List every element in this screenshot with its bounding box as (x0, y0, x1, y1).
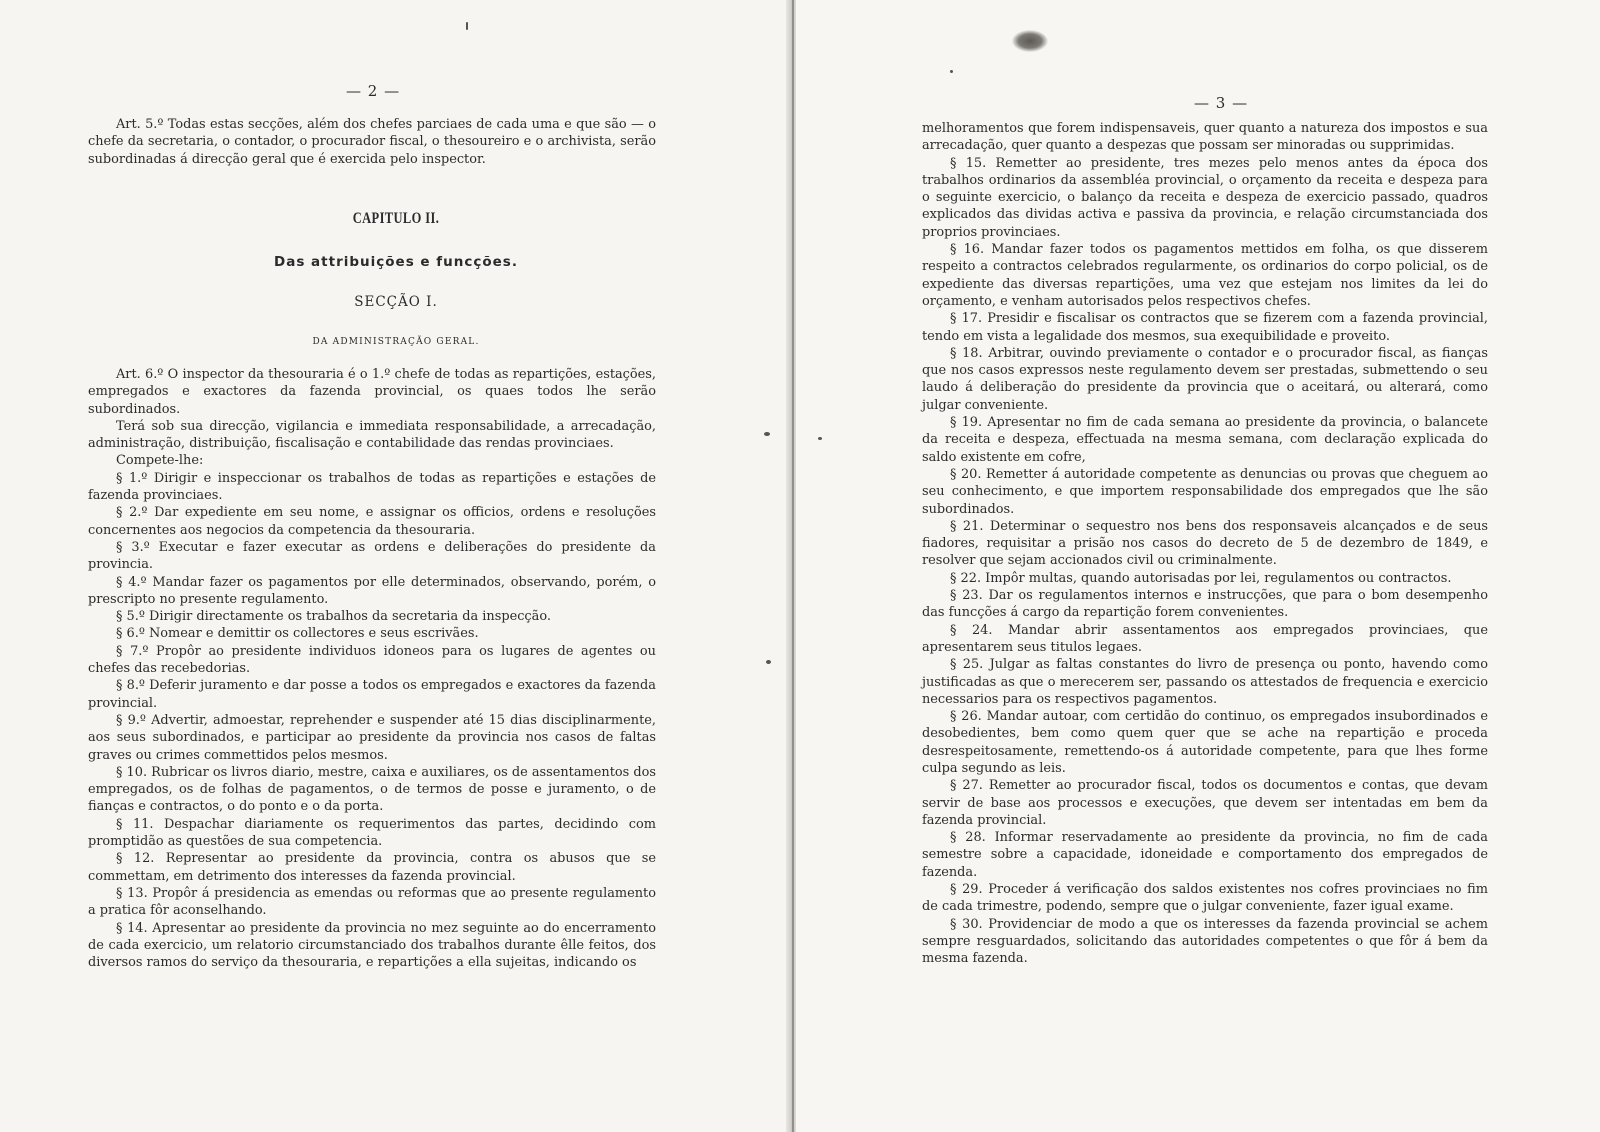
paragraph: § 17. Presidir e fiscalisar os contractos que se fizerem com a fazenda provincial, tendo em vista a legalidade dos mesmos, sua exequibilidade e proveito. (922, 311, 1488, 344)
chapter-heading: CAPITULO II. (352, 210, 440, 227)
paragraph: § 10. Rubricar os livros diario, mestre, caixa e auxiliares, os de assentamentos dos empregados, os de folhas de pagamentos, o de termos de posse e juramento, o de fianças e contractos, o do ponto e o da porta. (88, 764, 656, 815)
paragraph: § 5.º Dirigir directamente os trabalhos da secretaria da inspecção. (116, 609, 551, 625)
paragraph: § 24. Mandar abrir assentamentos aos empregados provinciaes, que apresentarem seus titulos legaes. (922, 622, 1488, 655)
paragraph: § 30. Providenciar de modo a que os interesses da fazenda provincial se achem sempre resguardados, solicitando das autoridades competentes o que fôr á bem da mesma fazenda. (922, 916, 1488, 967)
section-heading: SECÇÃO I. (354, 294, 438, 310)
paragraph: § 7.º Propôr ao presidente individuos idoneos para os lugares de agentes ou chefes das recebedorias. (88, 643, 656, 677)
paper-speck (466, 22, 468, 30)
paragraph: § 22. Impôr multas, quando autorisadas por lei, regulamentos ou contractos. (950, 570, 1452, 586)
page-number-right: — 3 — (1194, 94, 1249, 112)
paper-speck (766, 660, 771, 664)
paragraph: § 18. Arbitrar, ouvindo previamente o contador e o procurador fiscal, as fianças que nos casos expressos neste regulamento devem ser prestadas, submettendo o seu laudo á deliberação do presidente da provincia que o aceitará, ou alterará, como julgar conveniente. (922, 345, 1488, 413)
paragraph: § 11. Despachar diariamente os requerimentos das partes, decidindo com promptidão as questões de sua competencia. (88, 816, 656, 850)
paragraph: § 23. Dar os regulamentos internos e instrucções, que para o bom desempenho das funcções á cargo da repartição forem convenientes. (922, 588, 1488, 621)
page-number-left: — 2 — (346, 82, 401, 100)
paragraph: § 9.º Advertir, admoestar, reprehender e suspender até 15 dias disciplinarmente, aos seus subordinados, e participar ao presidente da provincia nos casos de faltas graves ou crimes commettidos pelos mesmos. (88, 712, 656, 763)
paper-speck (818, 437, 822, 440)
article-5-text: Art. 5.º Todas estas secções, além dos chefes parciaes de cada uma e que são — o chefe da secretaria, o contador, o procurador fiscal, o thesoureiro e o archivista, serão subordinadas á direcção geral que é exercida pelo inspector. (88, 117, 656, 167)
paragraph: Terá sob sua direcção, vigilancia e immediata responsabilidade, a arrecadação, administração, distribuição, fiscalisação e contabilidade das rendas provinciaes. (88, 418, 656, 452)
section-subtitle: DA ADMINISTRAÇÃO GERAL. (312, 337, 480, 347)
paragraph: § 15. Remetter ao presidente, tres mezes pelo menos antes da época dos trabalhos ordinarios da assembléa provincial, o orçamento da receita e despeza para o seguinte exercicio, o balanço da receita e despeza de exercicio passado, quadros explicados das dividas activa e passiva da provincia, e relação circumstanciada dos proprios provinciaes. (922, 155, 1488, 240)
paragraph: § 13. Propôr á presidencia as emendas ou reformas que ao presente regulamento a pratica fôr aconselhando. (88, 885, 656, 919)
paragraph: § 6.º Nomear e demittir os collectores e seus escrivães. (116, 626, 479, 642)
paragraph: § 8.º Deferir juramento e dar posse a todos os empregados e exactores da fazenda provincial. (88, 678, 656, 711)
paragraph: § 21. Determinar o sequestro nos bens dos responsaveis alcançados e de seus fiadores, requisitar a prisão nos casos do decreto de 5 de dezembro de 1849, e resolver que sejam accionados civil ou criminalmente. (922, 518, 1488, 569)
paper-speck (764, 432, 770, 436)
chapter-subtitle: Das attribuições e funcções. (274, 254, 518, 270)
paragraph: § 16. Mandar fazer todos os pagamentos mettidos em folha, os que disserem respeito a contractos celebrados regularmente, os ordinarios do corpo policial, os de expediente das diversas repartições, uma vez que estejam nos limites da lei do orçamento, e venham autorisados pelos respectivos chefes. (922, 242, 1488, 309)
paragraph: Compete-lhe: (116, 453, 204, 469)
paragraph: § 2.º Dar expediente em seu nome, e assignar os officios, ordens e resoluções concernentes aos negocios da competencia da thesouraria. (88, 505, 656, 538)
paragraph: § 1.º Dirigir e inspeccionar os trabalhos de todas as repartições e estações de fazenda provinciaes. (88, 470, 656, 504)
paragraph: Art. 6.º O inspector da thesouraria é o 1.º chefe de todas as repartições, estações, empregados e exactores da fazenda provincial, os quaes todos lhe serão subordinados. (88, 367, 656, 417)
article-5 (88, 116, 656, 168)
ink-blot (1012, 30, 1048, 52)
paragraph: § 25. Julgar as faltas constantes do livro de presença ou ponto, havendo como justificadas as que o merecerem ser, passando os attestados de frequencia e exercicio necessarios para os respectivos pagamentos. (922, 657, 1488, 707)
paragraph: § 4.º Mandar fazer os pagamentos por elle determinados, observando, porém, o prescripto no presente regulamento. (88, 574, 656, 607)
paragraph: melhoramentos que forem indispensaveis, quer quanto a natureza dos impostos e sua arrecadação, quer quanto a despezas que possam ser minoradas ou supprimidas. (922, 121, 1488, 154)
paragraph: § 29. Proceder á verificação dos saldos existentes nos cofres provinciaes no fim de cada trimestre, podendo, sempre que o julgar conveniente, fazer igual exame. (922, 882, 1488, 915)
paragraph: § 12. Representar ao presidente da provincia, contra os abusos que se commettam, em detrimento dos interesses da fazenda provincial. (88, 851, 656, 884)
paragraph: § 3.º Executar e fazer executar as ordens e deliberações do presidente da provincia. (88, 539, 656, 573)
paragraph: § 20. Remetter á autoridade competente as denuncias ou provas que cheguem ao seu conhecimento, e que importem responsabilidade dos empregados que lhe são subordinados. (922, 466, 1488, 517)
paper-speck (950, 70, 953, 73)
paragraph: § 14. Apresentar ao presidente da provincia no mez seguinte ao do encerramento de cada exercicio, um relatorio circumstanciado dos trabalhos durante êlle feitos, dos diversos ramos do serviço da thesouraria, e repartições a ella sujeitas, indicando os (88, 920, 656, 971)
left-body-text (88, 366, 656, 971)
paragraph: § 19. Apresentar no fim de cada semana ao presidente da provincia, o balancete da receita e despeza, effectuada na mesma semana, com declaração explicada do saldo existente em cofre, (922, 415, 1488, 465)
right-page (796, 0, 1600, 1132)
left-page (0, 0, 792, 1132)
paragraph: § 26. Mandar autoar, com certidão do continuo, os empregados insubordinados e desobedientes, bem como quem quer que se ache na repartição e proceda desrespeitosamente, remettendo-os á autoridade competente, para que lhes forme culpa segundo as leis. (922, 709, 1488, 776)
paragraph: § 27. Remetter ao procurador fiscal, todos os documentos e contas, que devam servir de base aos processos e execuções, que devem ser intentadas em bem da fazenda provincial. (922, 778, 1488, 828)
paragraph: § 28. Informar reservadamente ao presidente da provincia, no fim de cada semestre sobre a capacidade, idoneidade e comportamento dos empregados de fazenda. (922, 830, 1488, 880)
right-body-text (922, 120, 1488, 968)
